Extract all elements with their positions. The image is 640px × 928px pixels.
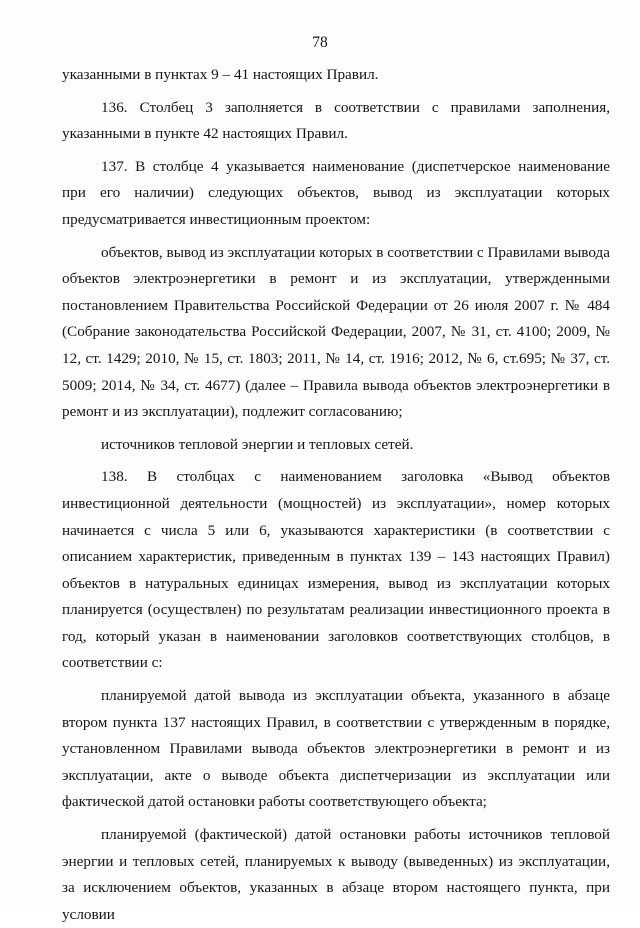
- paragraph-137: 137. В столбце 4 указывается наименование (диспетчерское наименование при его наличии) следующих объектов, вывод из эксплуатации которых предусматривается инвестиционным проектом:: [62, 157, 610, 228]
- paragraph-135-continuation: указанными в пунктах 9 – 41 настоящих Правил.: [62, 66, 379, 83]
- paragraph-138-item-2: планируемой (фактической) датой остановки работы источников тепловой энергии и тепловых сетей, планируемых к выводу (выведенных) из эксплуатации, за исключением объектов, указанных в абзаце втором настоящего пункта, при условии: [62, 826, 610, 923]
- paragraph-138-item-1: планируемой датой вывода из эксплуатации объекта, указанного в абзаце втором пункта 137 настоящих Правил, в соответствии с утвержденным в порядке, установленном Правилами вывода объектов электроэнергетики в ремонт и из эксплуатации, акте о выводе объекта диспетчеризации из эксплуатации или фактической датой остановки работы соответствующего объекта;: [62, 687, 610, 811]
- paragraph-136: 136. Столбец 3 заполняется в соответствии с правилами заполнения, указанными в пункте 42 настоящих Правил.: [62, 98, 610, 143]
- paragraph-137-item-1: объектов, вывод из эксплуатации которых в соответствии с Правилами вывода объектов электроэнергетики в ремонт и из эксплуатации, утвержденными постановлением Правительства Российской Федерации от 26 июля 2007 г. № 484 (Собрание законодательства Российской Федерации, 2007, № 31, ст. 4100; 2009, № 12, ст. 1429; 2010, № 15, ст. 1803; 2011, № 14, ст. 1916; 2012, № 6, ст.695; № 37, ст. 5009; 2014, № 34, ст. 4677) (далее – Правила вывода объектов электроэнергетики в ремонт и из эксплуатации), подлежит согласованию;: [62, 243, 610, 421]
- page-number: 78: [312, 34, 328, 51]
- document-body: [62, 62, 610, 928]
- paragraph-138: 138. В столбцах с наименованием заголовка «Вывод объектов инвестиционной деятельности (мощностей) из эксплуатации», номер которых начинается с числа 5 или 6, указываются характеристики (в соответствии с описанием характеристик, приведенным в пунктах 139 – 143 настоящих Правил) объектов в натуральных единицах измерения, вывод из эксплуатации которых планируется (осуществлен) по результатам реализации инвестиционного проекта в год, который указан в наименовании заголовков соответствующих столбцов, в соответствии с:: [62, 468, 610, 672]
- paragraph-137-item-2: источников тепловой энергии и тепловых сетей.: [101, 435, 414, 453]
